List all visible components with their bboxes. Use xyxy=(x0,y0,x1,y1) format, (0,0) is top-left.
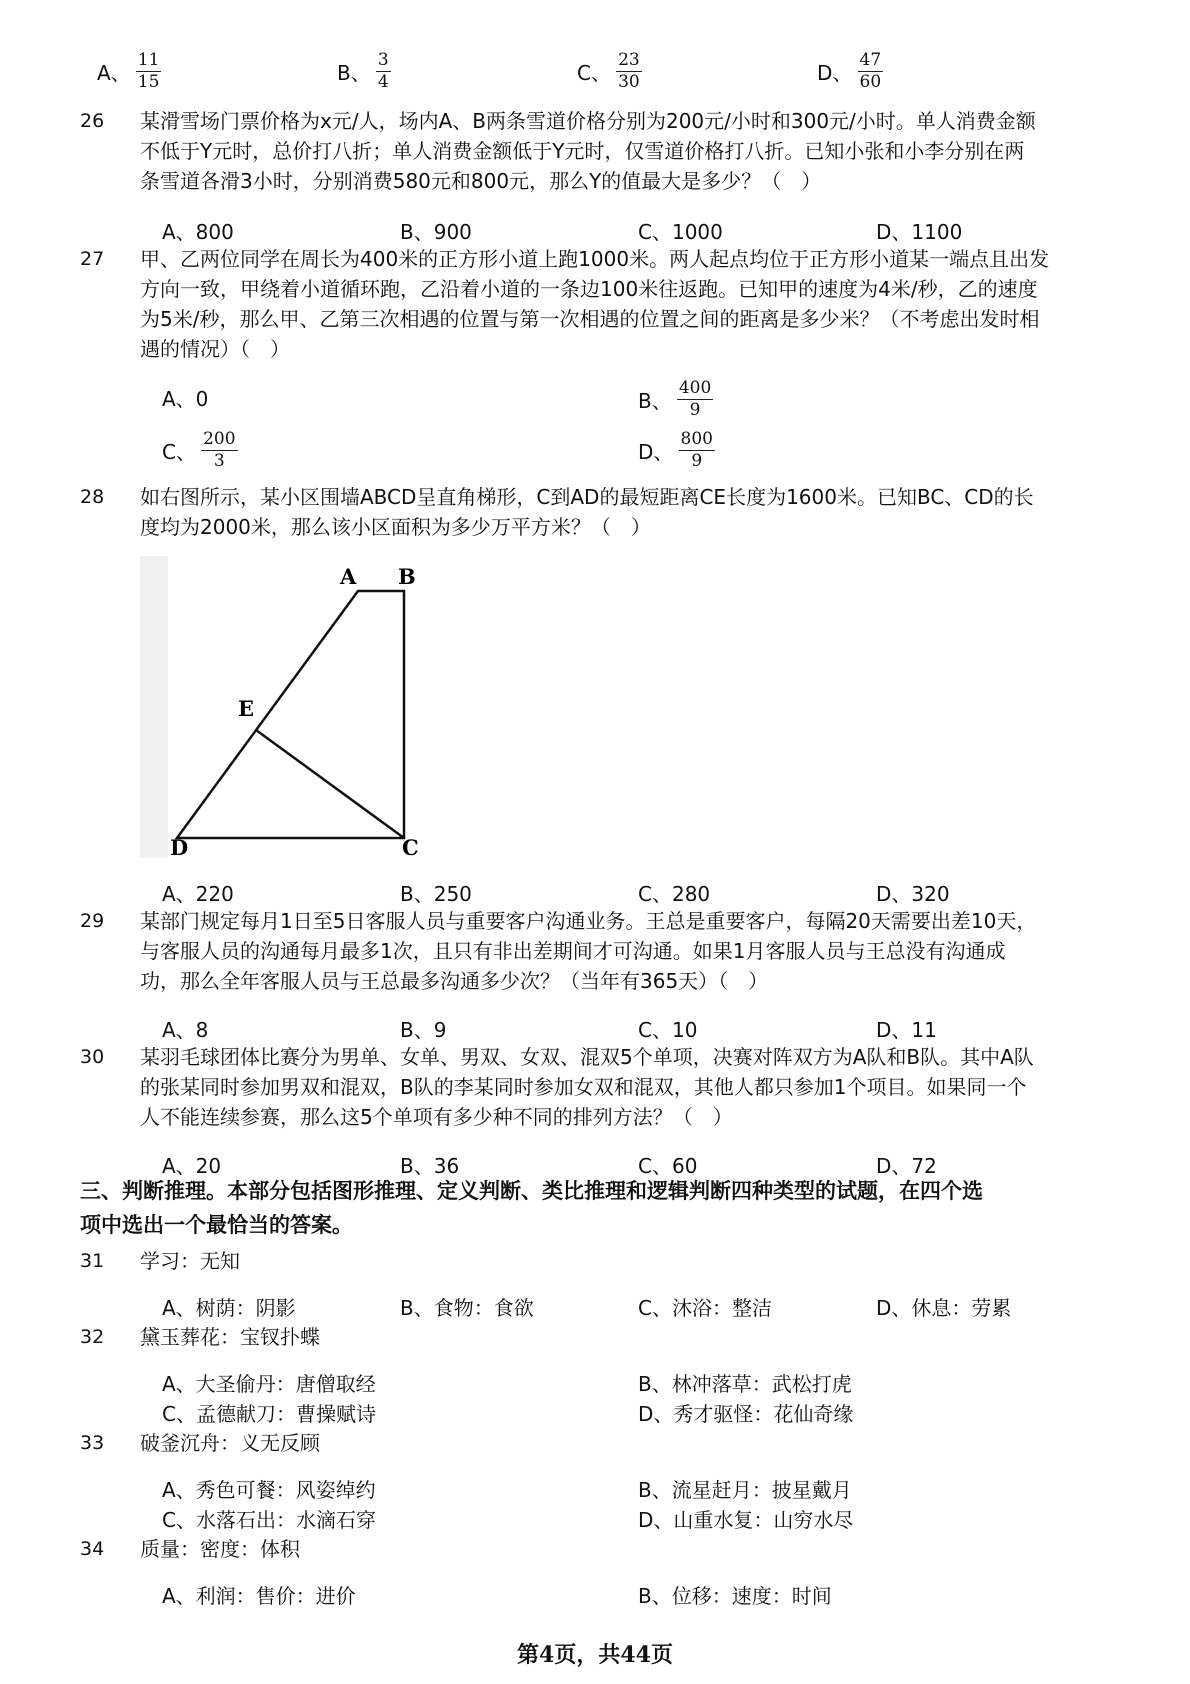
option-d: D、1100 xyxy=(876,220,963,244)
section-heading: 三、判断推理。本部分包括图形推理、定义判断、类比推理和逻辑判断四种类型的试题，在四个选 项中选出一个最恰当的答案。 xyxy=(80,1179,983,1237)
question-stem: 学习：无知 xyxy=(140,1249,240,1273)
trapezoid-diagram xyxy=(140,556,560,858)
fraction: $\frac{200}{3}$ xyxy=(203,429,236,471)
fraction: $\frac{400}{9}$ xyxy=(678,378,712,420)
option-c: C、沐浴：整洁 xyxy=(638,1296,772,1320)
question-stem: 如右图所示，某小区围墙ABCD呈直角梯形，C到AD的最短距离CE长度为1600米。已知BC、CD的长 度均为2000米，那么该小区面积为多少万平方米？（ ） xyxy=(140,485,1034,539)
q25-options xyxy=(0,50,1190,110)
question-number: 27 xyxy=(80,248,105,270)
option-a: A、大圣偷丹：唐僧取经 xyxy=(162,1372,376,1396)
question-stem: 黛玉葬花：宝钗扑蝶 xyxy=(140,1325,320,1349)
option-d: D、72 xyxy=(876,1154,937,1178)
q25-option-a: A、 $\frac{11}{15}$ xyxy=(97,50,160,92)
question-number: 26 xyxy=(80,110,105,132)
option-d: D、山重水复：山穷水尽 xyxy=(638,1508,854,1532)
option-d: D、休息：劳累 xyxy=(876,1296,1012,1320)
option-b: B、林冲落草：武松打虎 xyxy=(638,1372,852,1396)
question-number: 29 xyxy=(80,910,105,932)
option-a: A、0 xyxy=(162,387,209,411)
option-a: A、800 xyxy=(162,220,234,244)
question-stem: 某羽毛球团体比赛分为男单、女单、男双、女双、混双5个单项，决赛对阵双方为A队和B队。其中A队 的张某同时参加男双和混双，B队的李某同时参加女双和混双，其他人都只参加1个项目。如果同一个 人不能连续参赛，那么这5个单项有多少种不同的排列方法？（ ） xyxy=(140,1045,1034,1129)
fraction: $\frac{23}{30}$ xyxy=(618,50,640,92)
trapezoid-figure xyxy=(140,556,560,858)
option-d: D、 $\frac{800}{9}$ xyxy=(638,429,713,471)
option-a: A、利润：售价：进价 xyxy=(162,1584,356,1608)
question-number: 32 xyxy=(80,1326,105,1348)
page-footer: 第4页，共44页 xyxy=(517,1642,673,1668)
option-c: C、水落石出：水滴石穿 xyxy=(162,1508,376,1532)
option-a: A、220 xyxy=(162,882,234,906)
question-stem: 破釜沉舟：义无反顾 xyxy=(140,1431,320,1455)
label-d: D xyxy=(170,835,189,860)
option-b: B、食物：食欲 xyxy=(400,1296,534,1320)
q25-option-c: C、 $\frac{23}{30}$ xyxy=(577,50,640,92)
option-c: C、280 xyxy=(638,882,711,906)
question-number: 33 xyxy=(80,1432,105,1454)
q25-option-b: B、 $\frac{3}{4}$ xyxy=(337,50,389,92)
option-c: C、60 xyxy=(638,1154,698,1178)
q25-option-d: D、 $\frac{47}{60}$ xyxy=(817,50,882,92)
question-number: 30 xyxy=(80,1046,105,1068)
option-a: A、8 xyxy=(162,1018,209,1042)
option-d: D、秀才驱怪：花仙奇缘 xyxy=(638,1402,854,1426)
option-b: B、36 xyxy=(400,1154,460,1178)
figure-background xyxy=(168,556,560,858)
option-b: B、位移：速度：时间 xyxy=(638,1584,832,1608)
question-number: 31 xyxy=(80,1250,105,1272)
fraction: $\frac{3}{4}$ xyxy=(377,50,389,92)
option-c: C、 $\frac{200}{3}$ xyxy=(162,429,236,471)
question-stem: 质量：密度：体积 xyxy=(140,1537,300,1561)
fraction: $\frac{47}{60}$ xyxy=(859,50,882,92)
label-e: E xyxy=(238,696,255,721)
question-stem: 某部门规定每月1日至5日客服人员与重要客户沟通业务。王总是重要客户，每隔20天需要出差10天， 与客服人员的沟通每月最多1次，且只有非出差期间才可沟通。如果1月客服人员与王总没有沟通成 功，那么全年客服人员与王总最多沟通多少次？（当年有365天）（ ） xyxy=(140,909,1037,993)
question-stem: 甲、乙两位同学在周长为400米的正方形小道上跑1000米。两人起点均位于正方形小道某一端点且出发 方向一致，甲绕着小道循环跑，乙沿着小道的一条边100米往返跑。已知甲的速度为4米/秒，乙的速度 为5米/秒，那么甲、乙第三次相遇的位置与第一次相遇的位置之间的距离是多少米？（不考虑出发时相 遇的情况）（ ） xyxy=(140,247,1050,361)
option-a: A、秀色可餐：风姿绰约 xyxy=(162,1478,376,1502)
option-b: B、900 xyxy=(400,220,472,244)
option-b: B、9 xyxy=(400,1018,447,1042)
option-b: B、250 xyxy=(400,882,472,906)
question-number: 34 xyxy=(80,1538,105,1560)
option-d: D、11 xyxy=(876,1018,937,1042)
option-c: C、1000 xyxy=(638,220,723,244)
label-c: C xyxy=(402,835,419,860)
option-c: C、10 xyxy=(638,1018,698,1042)
fraction: $\frac{800}{9}$ xyxy=(680,429,713,471)
label-b: B xyxy=(398,564,416,589)
option-a: A、树荫：阴影 xyxy=(162,1296,296,1320)
option-c: C、孟德献刀：曹操赋诗 xyxy=(162,1402,376,1426)
option-b: B、 $\frac{400}{9}$ xyxy=(638,378,712,420)
question-stem: 某滑雪场门票价格为x元/人，场内A、B两条雪道价格分别为200元/小时和300元/小时。单人消费金额 不低于Y元时，总价打八折；单人消费金额低于Y元时，仅雪道价格打八折。已知小张和小李分别在两 条雪道各滑3小时，分别消费580元和800元，那么Y的值最大是多少？（ ） xyxy=(140,109,1036,193)
fraction: $\frac{11}{15}$ xyxy=(137,50,160,92)
option-a: A、20 xyxy=(162,1154,222,1178)
option-b: B、流星赶月：披星戴月 xyxy=(638,1478,852,1502)
label-a: A xyxy=(340,564,357,589)
option-d: D、320 xyxy=(876,882,950,906)
question-number: 28 xyxy=(80,486,105,508)
